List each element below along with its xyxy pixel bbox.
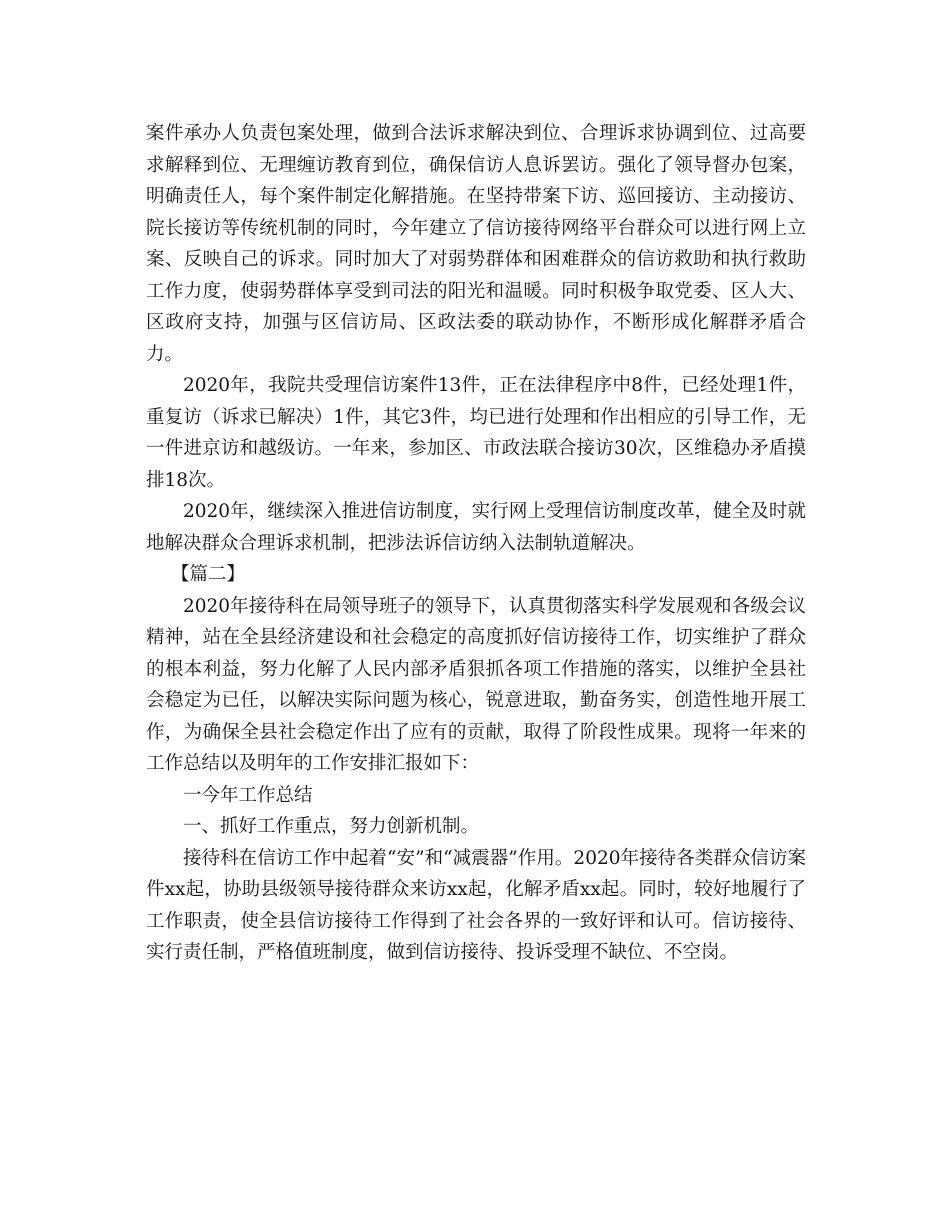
paragraph-2020-statistics: 2020年，我院共受理信访案件13件，正在法律程序中8件，已经处理1件，重复访（诉求已解决）1件，其它3件，均已进行处理和作出相应的引导工作，无一件进京访和越级访。一年来，参加区、市政法联合接访30次，区维稳办矛盾摸排18次。 xyxy=(146,375,806,491)
document-page xyxy=(146,118,806,969)
paragraph-2020-plan: 2020年，继续深入推进信访制度，实行网上受理信访制度改革，健全及时就地解决群众合理诉求机制，把涉法诉信访纳入法制轨道解决。 xyxy=(146,501,806,554)
paragraph-reception-overview: 2020年接待科在局领导班子的领导下，认真贯彻落实科学发展观和各级会议精神，站在全县经济建设和社会稳定的高度抓好信访接待工作，切实维护了群众的根本利益，努力化解了人民内部矛盾狠抓各项工作措施的落实，以维护全县社会稳定为已任，以解决实际问题为核心，锐意进取，勤奋务实，创造性地开展工作，为确保全县社会稳定作出了应有的贡献，取得了阶段性成果。现将一年来的工作总结以及明年的工作安排汇报如下： xyxy=(146,595,806,774)
section-heading-part-two: 【篇二】 xyxy=(171,564,246,585)
paragraph-case-handling: 案件承办人负责包案处理，做到合法诉求解决到位、合理诉求协调到位、过高要求解释到位、无理缠访教育到位，确保信访人息诉罢访。强化了领导督办包案，明确责任人，每个案件制定化解措施。在坚持带案下访、巡回接访、主动接访、院长接访等传统机制的同时，今年建立了信访接待网络平台群众可以进行网上立案、反映自己的诉求。同时加大了对弱势群体和困难群众的信访救助和执行救助工作力度，使弱势群体享受到司法的阳光和温暖。同时积极争取党委、区人大、区政府支持，加强与区信访局、区政法委的联动协作，不断形成化解群矛盾合力。 xyxy=(146,123,806,365)
paragraph-reception-work: 接待科在信访工作中起着“安”和“减震器”作用。2020年接待各类群众信访案件xx起，协助县级领导接待群众来访xx起，化解矛盾xx起。同时，较好地履行了工作职责，使全县信访接待工作得到了社会各界的一致好评和认可。信访接待、实行责任制，严格值班制度，做到信访接待、投诉受理不缺位、不空岗。 xyxy=(146,847,806,963)
subheading-key-work: 一、抓好工作重点，努力创新机制。 xyxy=(183,816,480,837)
subheading-annual-summary: 一今年工作总结 xyxy=(183,784,313,806)
